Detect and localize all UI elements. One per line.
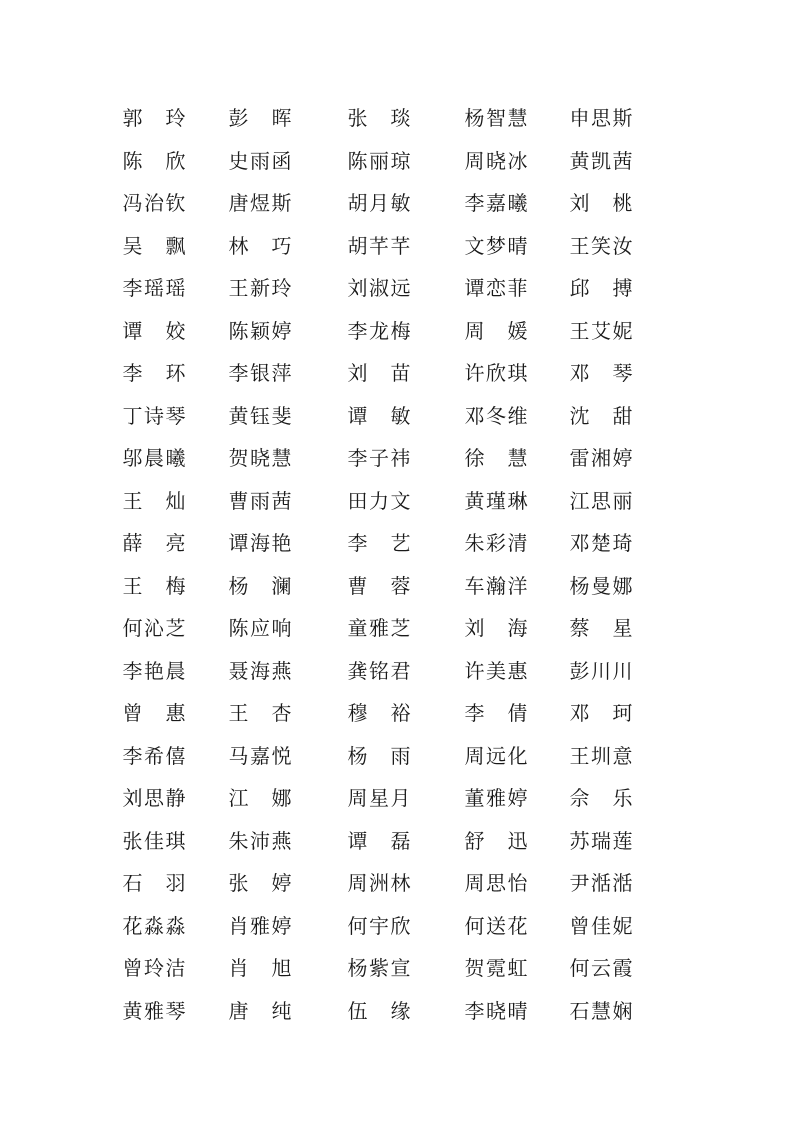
name-entry: 车 瀚 洋 (464, 573, 528, 598)
name-entry: 李 银 萍 (228, 361, 292, 386)
name-entry: 曹 蓉 (347, 573, 411, 598)
name-row (120, 267, 640, 310)
name-entry: 陈 丽 琼 (347, 148, 411, 173)
name-entry: 雷 湘 婷 (569, 446, 633, 471)
name-entry: 王 梅 (122, 573, 186, 598)
name-entry: 周 晓 冰 (464, 148, 528, 173)
name-entry: 朱 沛 燕 (228, 828, 292, 853)
name-entry: 杨 紫 宣 (347, 956, 411, 981)
name-row (120, 522, 640, 565)
name-entry: 童 雅 芝 (347, 616, 411, 641)
name-row (120, 735, 640, 778)
name-entry: 龚 铭 君 (347, 658, 411, 683)
name-entry: 尹 湉 湉 (569, 871, 633, 896)
name-entry: 刘 思 静 (122, 786, 186, 811)
name-entry: 何 云 霞 (569, 956, 633, 981)
name-row (120, 777, 640, 820)
name-entry: 黄 雅 琴 (122, 998, 186, 1023)
name-entry: 邬 晨 曦 (122, 446, 186, 471)
name-entry: 江 思 丽 (569, 488, 633, 513)
name-entry: 江 娜 (228, 786, 292, 811)
name-entry: 周 媛 (464, 318, 528, 343)
name-entry: 胡 月 敏 (347, 191, 411, 216)
name-entry: 佘 乐 (569, 786, 633, 811)
name-entry: 陈 颖 婷 (228, 318, 292, 343)
name-entry: 李 子 祎 (347, 446, 411, 471)
name-entry: 邓 珂 (569, 701, 633, 726)
name-entry: 谭 磊 (347, 828, 411, 853)
name-entry: 李 希 僖 (122, 743, 186, 768)
name-entry: 郭 玲 (122, 106, 186, 131)
name-entry: 吴 飘 (122, 233, 186, 258)
name-entry: 李 艳 晨 (122, 658, 186, 683)
name-row (120, 905, 640, 948)
name-entry: 刘 苗 (347, 361, 411, 386)
name-entry: 邓 楚 琦 (569, 531, 633, 556)
name-entry: 文 梦 晴 (464, 233, 528, 258)
name-entry: 贺 霓 虹 (464, 956, 528, 981)
name-entry: 王 灿 (122, 488, 186, 513)
name-entry: 曾 佳 妮 (569, 913, 633, 938)
name-entry: 王 新 玲 (228, 276, 292, 301)
name-entry: 肖 旭 (228, 956, 292, 981)
name-entry: 穆 裕 (347, 701, 411, 726)
name-row (120, 480, 640, 523)
name-row (120, 182, 640, 225)
name-entry: 徐 慧 (464, 446, 528, 471)
name-entry: 许 欣 琪 (464, 361, 528, 386)
name-list-grid (120, 97, 640, 1032)
name-entry: 李 倩 (464, 701, 528, 726)
name-entry: 何 送 花 (464, 913, 528, 938)
name-row (120, 395, 640, 438)
name-entry: 黄 瑾 琳 (464, 488, 528, 513)
name-entry: 周 洲 林 (347, 871, 411, 896)
name-entry: 杨 澜 (228, 573, 292, 598)
name-row (120, 990, 640, 1033)
name-entry: 伍 缘 (347, 998, 411, 1023)
name-entry: 黄 钰 斐 (228, 403, 292, 428)
name-row (120, 820, 640, 863)
name-entry: 王 圳 意 (569, 743, 633, 768)
name-entry: 聂 海 燕 (228, 658, 292, 683)
name-entry: 张 婷 (228, 871, 292, 896)
name-entry: 唐 纯 (228, 998, 292, 1023)
name-entry: 王 艾 妮 (569, 318, 633, 343)
name-row (120, 565, 640, 608)
name-row (120, 650, 640, 693)
name-entry: 石 羽 (122, 871, 186, 896)
name-row (120, 97, 640, 140)
name-entry: 陈 欣 (122, 148, 186, 173)
name-row (120, 310, 640, 353)
name-row (120, 140, 640, 183)
name-entry: 胡 芊 芊 (347, 233, 411, 258)
name-entry: 王 笑 汝 (569, 233, 633, 258)
name-entry: 沈 甜 (569, 403, 633, 428)
name-entry: 肖 雅 婷 (228, 913, 292, 938)
name-row (120, 862, 640, 905)
name-entry: 李 龙 梅 (347, 318, 411, 343)
name-entry: 林 巧 (228, 233, 292, 258)
name-entry: 马 嘉 悦 (228, 743, 292, 768)
name-entry: 李 嘉 曦 (464, 191, 528, 216)
name-row (120, 947, 640, 990)
name-entry: 田 力 文 (347, 488, 411, 513)
name-entry: 杨 雨 (347, 743, 411, 768)
name-entry: 彭 川 川 (569, 658, 633, 683)
name-entry: 何 宇 欣 (347, 913, 411, 938)
name-entry: 谭 恋 菲 (464, 276, 528, 301)
name-entry: 申 思 斯 (569, 106, 633, 131)
name-entry: 董 雅 婷 (464, 786, 528, 811)
name-entry: 冯 治 钦 (122, 191, 186, 216)
name-entry: 刘 桃 (569, 191, 633, 216)
name-entry: 杨 曼 娜 (569, 573, 633, 598)
name-entry: 周 思 怡 (464, 871, 528, 896)
name-row (120, 437, 640, 480)
name-entry: 谭 海 艳 (228, 531, 292, 556)
name-row (120, 607, 640, 650)
name-entry: 花 淼 淼 (122, 913, 186, 938)
name-entry: 邓 冬 维 (464, 403, 528, 428)
name-entry: 曹 雨 茜 (228, 488, 292, 513)
name-entry: 张 琰 (347, 106, 411, 131)
name-row (120, 692, 640, 735)
name-entry: 周 星 月 (347, 786, 411, 811)
name-entry: 史 雨 函 (228, 148, 292, 173)
name-entry: 舒 迅 (464, 828, 528, 853)
name-entry: 刘 淑 远 (347, 276, 411, 301)
name-entry: 朱 彩 清 (464, 531, 528, 556)
name-entry: 彭 晖 (228, 106, 292, 131)
name-entry: 李 晓 晴 (464, 998, 528, 1023)
name-entry: 邱 搏 (569, 276, 633, 301)
name-entry: 薛 亮 (122, 531, 186, 556)
name-entry: 曾 惠 (122, 701, 186, 726)
name-entry: 何 沁 芝 (122, 616, 186, 641)
name-entry: 周 远 化 (464, 743, 528, 768)
name-entry: 谭 姣 (122, 318, 186, 343)
name-entry: 李 瑶 瑶 (122, 276, 186, 301)
name-entry: 许 美 惠 (464, 658, 528, 683)
name-entry: 张 佳 琪 (122, 828, 186, 853)
name-entry: 李 环 (122, 361, 186, 386)
name-row (120, 225, 640, 268)
name-entry: 谭 敏 (347, 403, 411, 428)
name-entry: 唐 煜 斯 (228, 191, 292, 216)
name-entry: 石 慧 娴 (569, 998, 633, 1023)
name-entry: 杨 智 慧 (464, 106, 528, 131)
name-entry: 李 艺 (347, 531, 411, 556)
name-entry: 丁 诗 琴 (122, 403, 186, 428)
name-entry: 邓 琴 (569, 361, 633, 386)
name-entry: 陈 应 响 (228, 616, 292, 641)
name-row (120, 352, 640, 395)
name-entry: 王 杏 (228, 701, 292, 726)
name-entry: 黄 凯 茜 (569, 148, 633, 173)
name-entry: 蔡 星 (569, 616, 633, 641)
name-entry: 苏 瑞 莲 (569, 828, 633, 853)
name-entry: 贺 晓 慧 (228, 446, 292, 471)
name-entry: 曾 玲 洁 (122, 956, 186, 981)
name-entry: 刘 海 (464, 616, 528, 641)
